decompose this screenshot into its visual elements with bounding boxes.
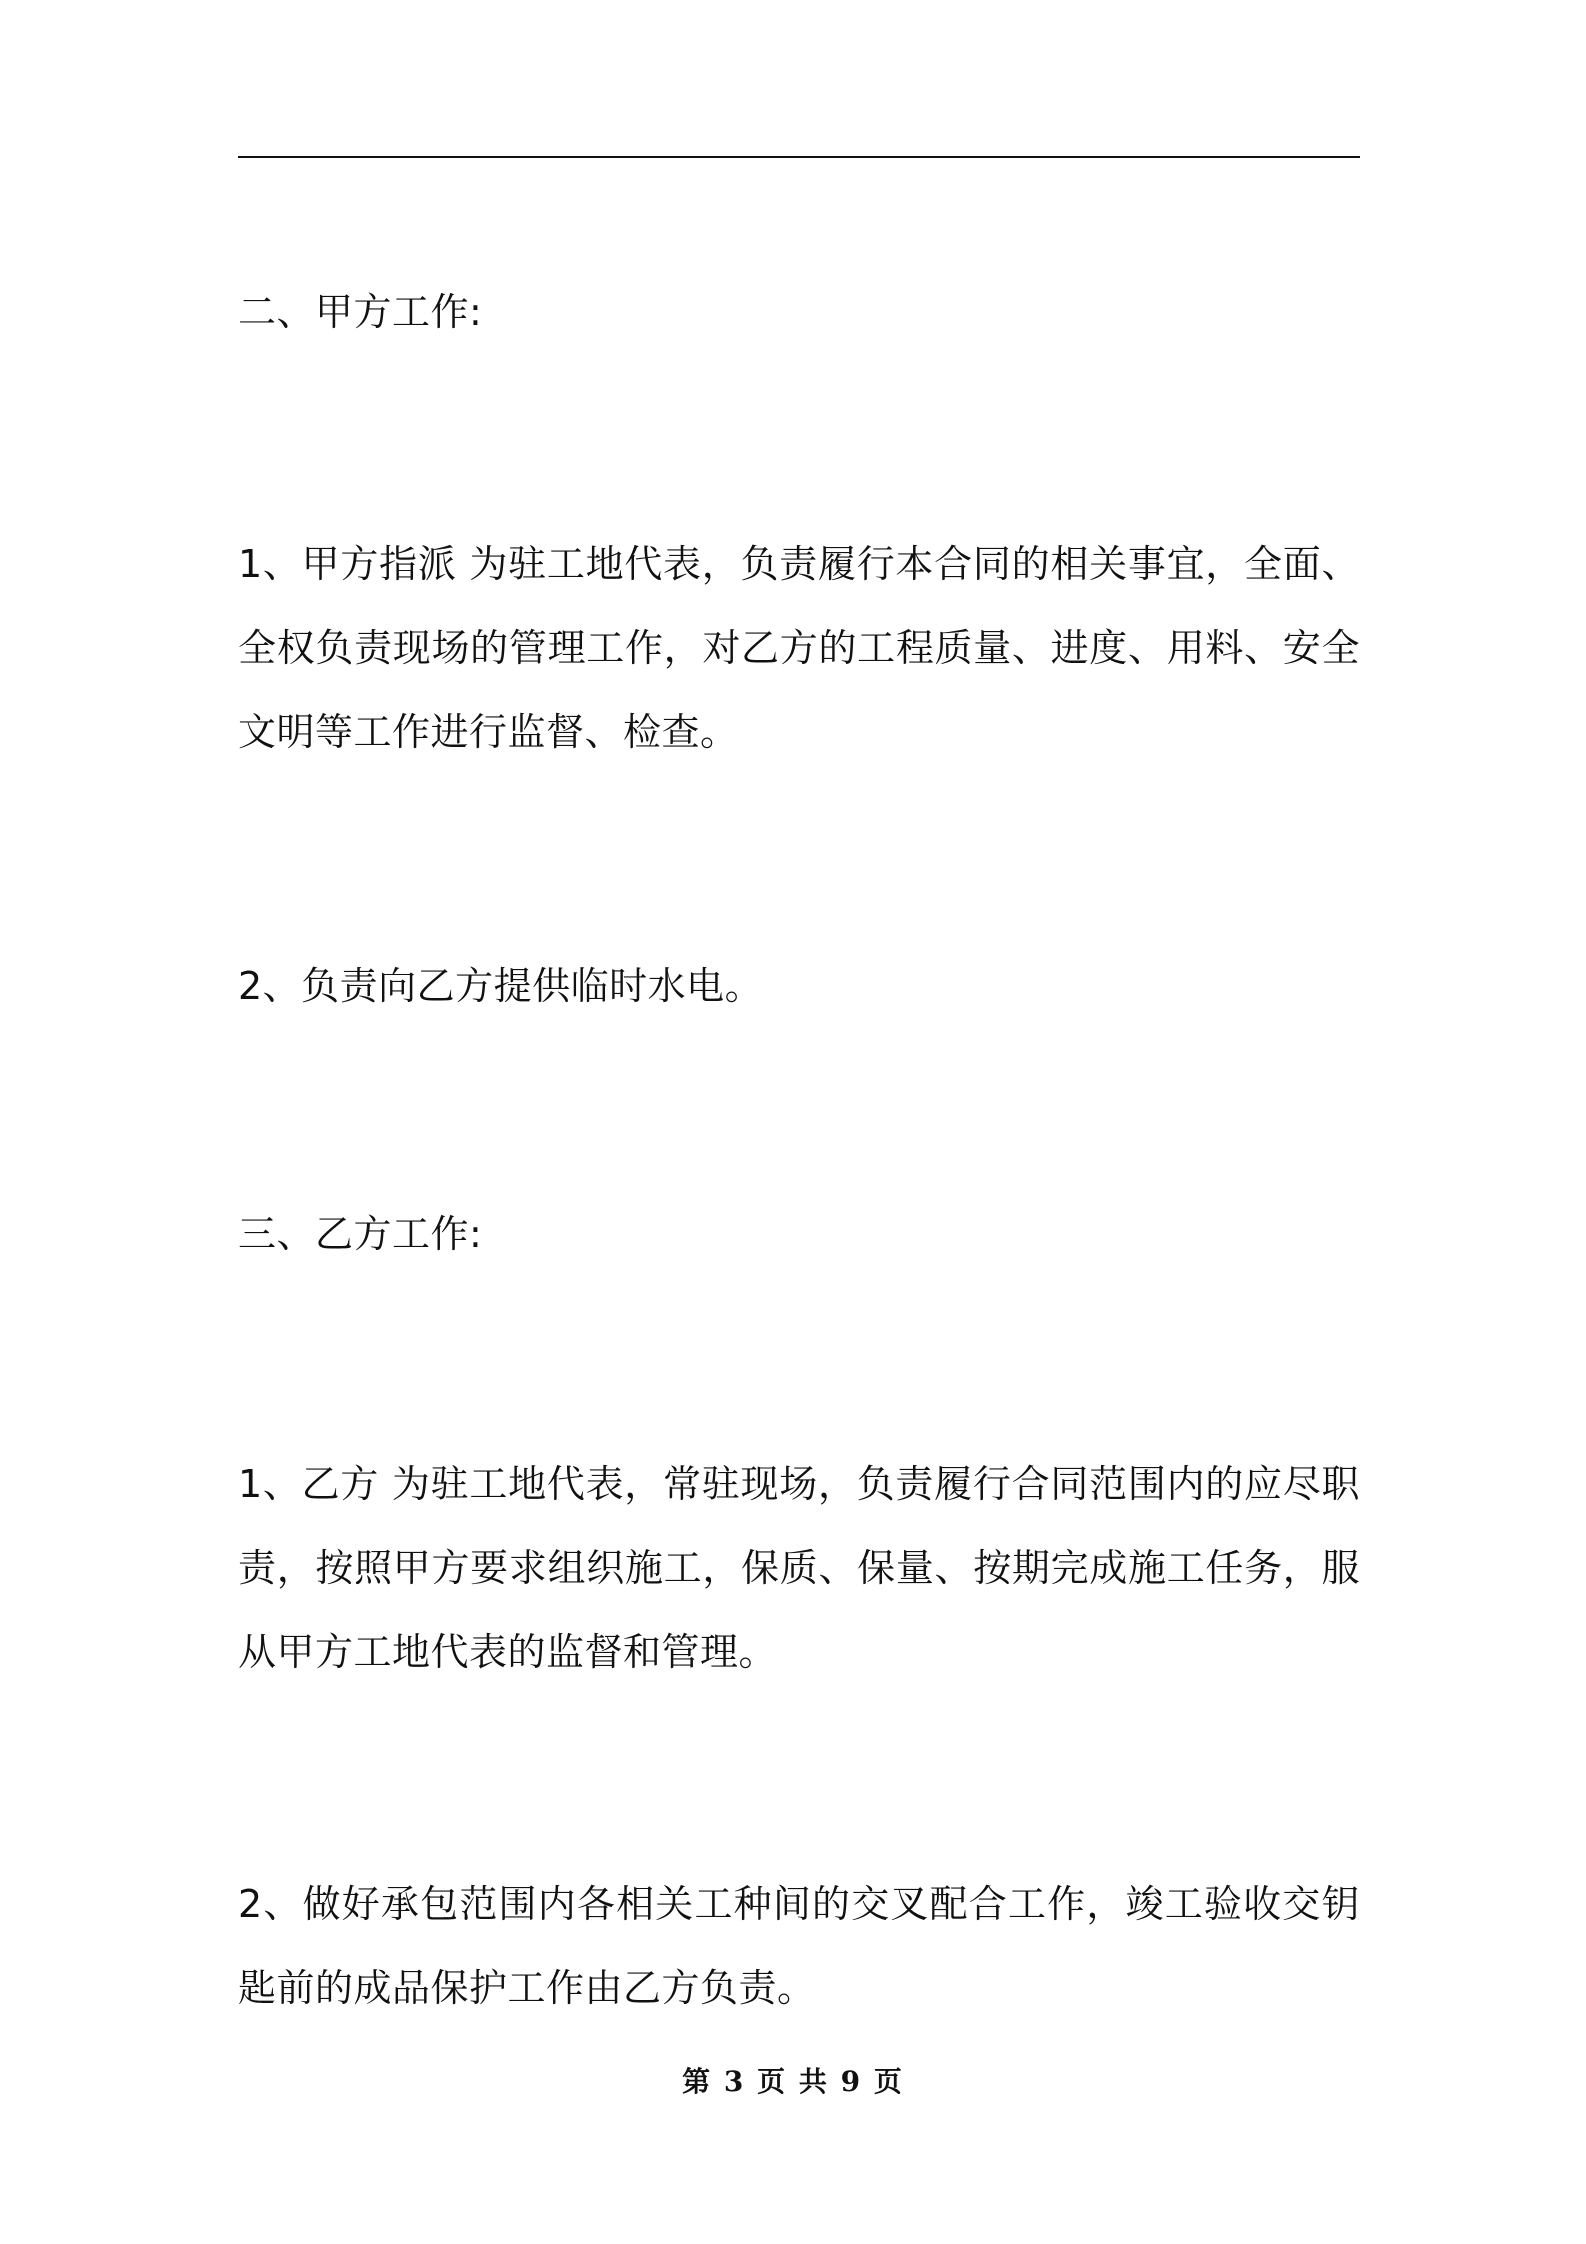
section-two-item-1: 1、甲方指派 为驻工地代表，负责履行本合同的相关事宜，全面、全权负责现场的管理工作，对乙方的工程质量、进度、用料、安全文明等工作进行监督、检查。	[238, 542, 1360, 754]
section-two-heading: 二、甲方工作:	[238, 290, 483, 334]
section-three-heading: 三、乙方工作:	[238, 1212, 483, 1256]
header-rule	[238, 156, 1360, 158]
section-two-item-2: 2、负责向乙方提供临时水电。	[238, 964, 764, 1008]
section-three-item-1: 1、乙方 为驻工地代表，常驻现场，负责履行合同范围内的应尽职责，按照甲方要求组织施工，保质、保量、按期完成施工任务，服从甲方工地代表的监督和管理。	[238, 1462, 1360, 1674]
section-three-item-2: 2、做好承包范围内各相关工种间的交叉配合工作，竣工验收交钥匙前的成品保护工作由乙方负责。	[238, 1882, 1360, 2010]
page-number-footer: 第 3 页 共 9 页	[682, 2065, 904, 2098]
